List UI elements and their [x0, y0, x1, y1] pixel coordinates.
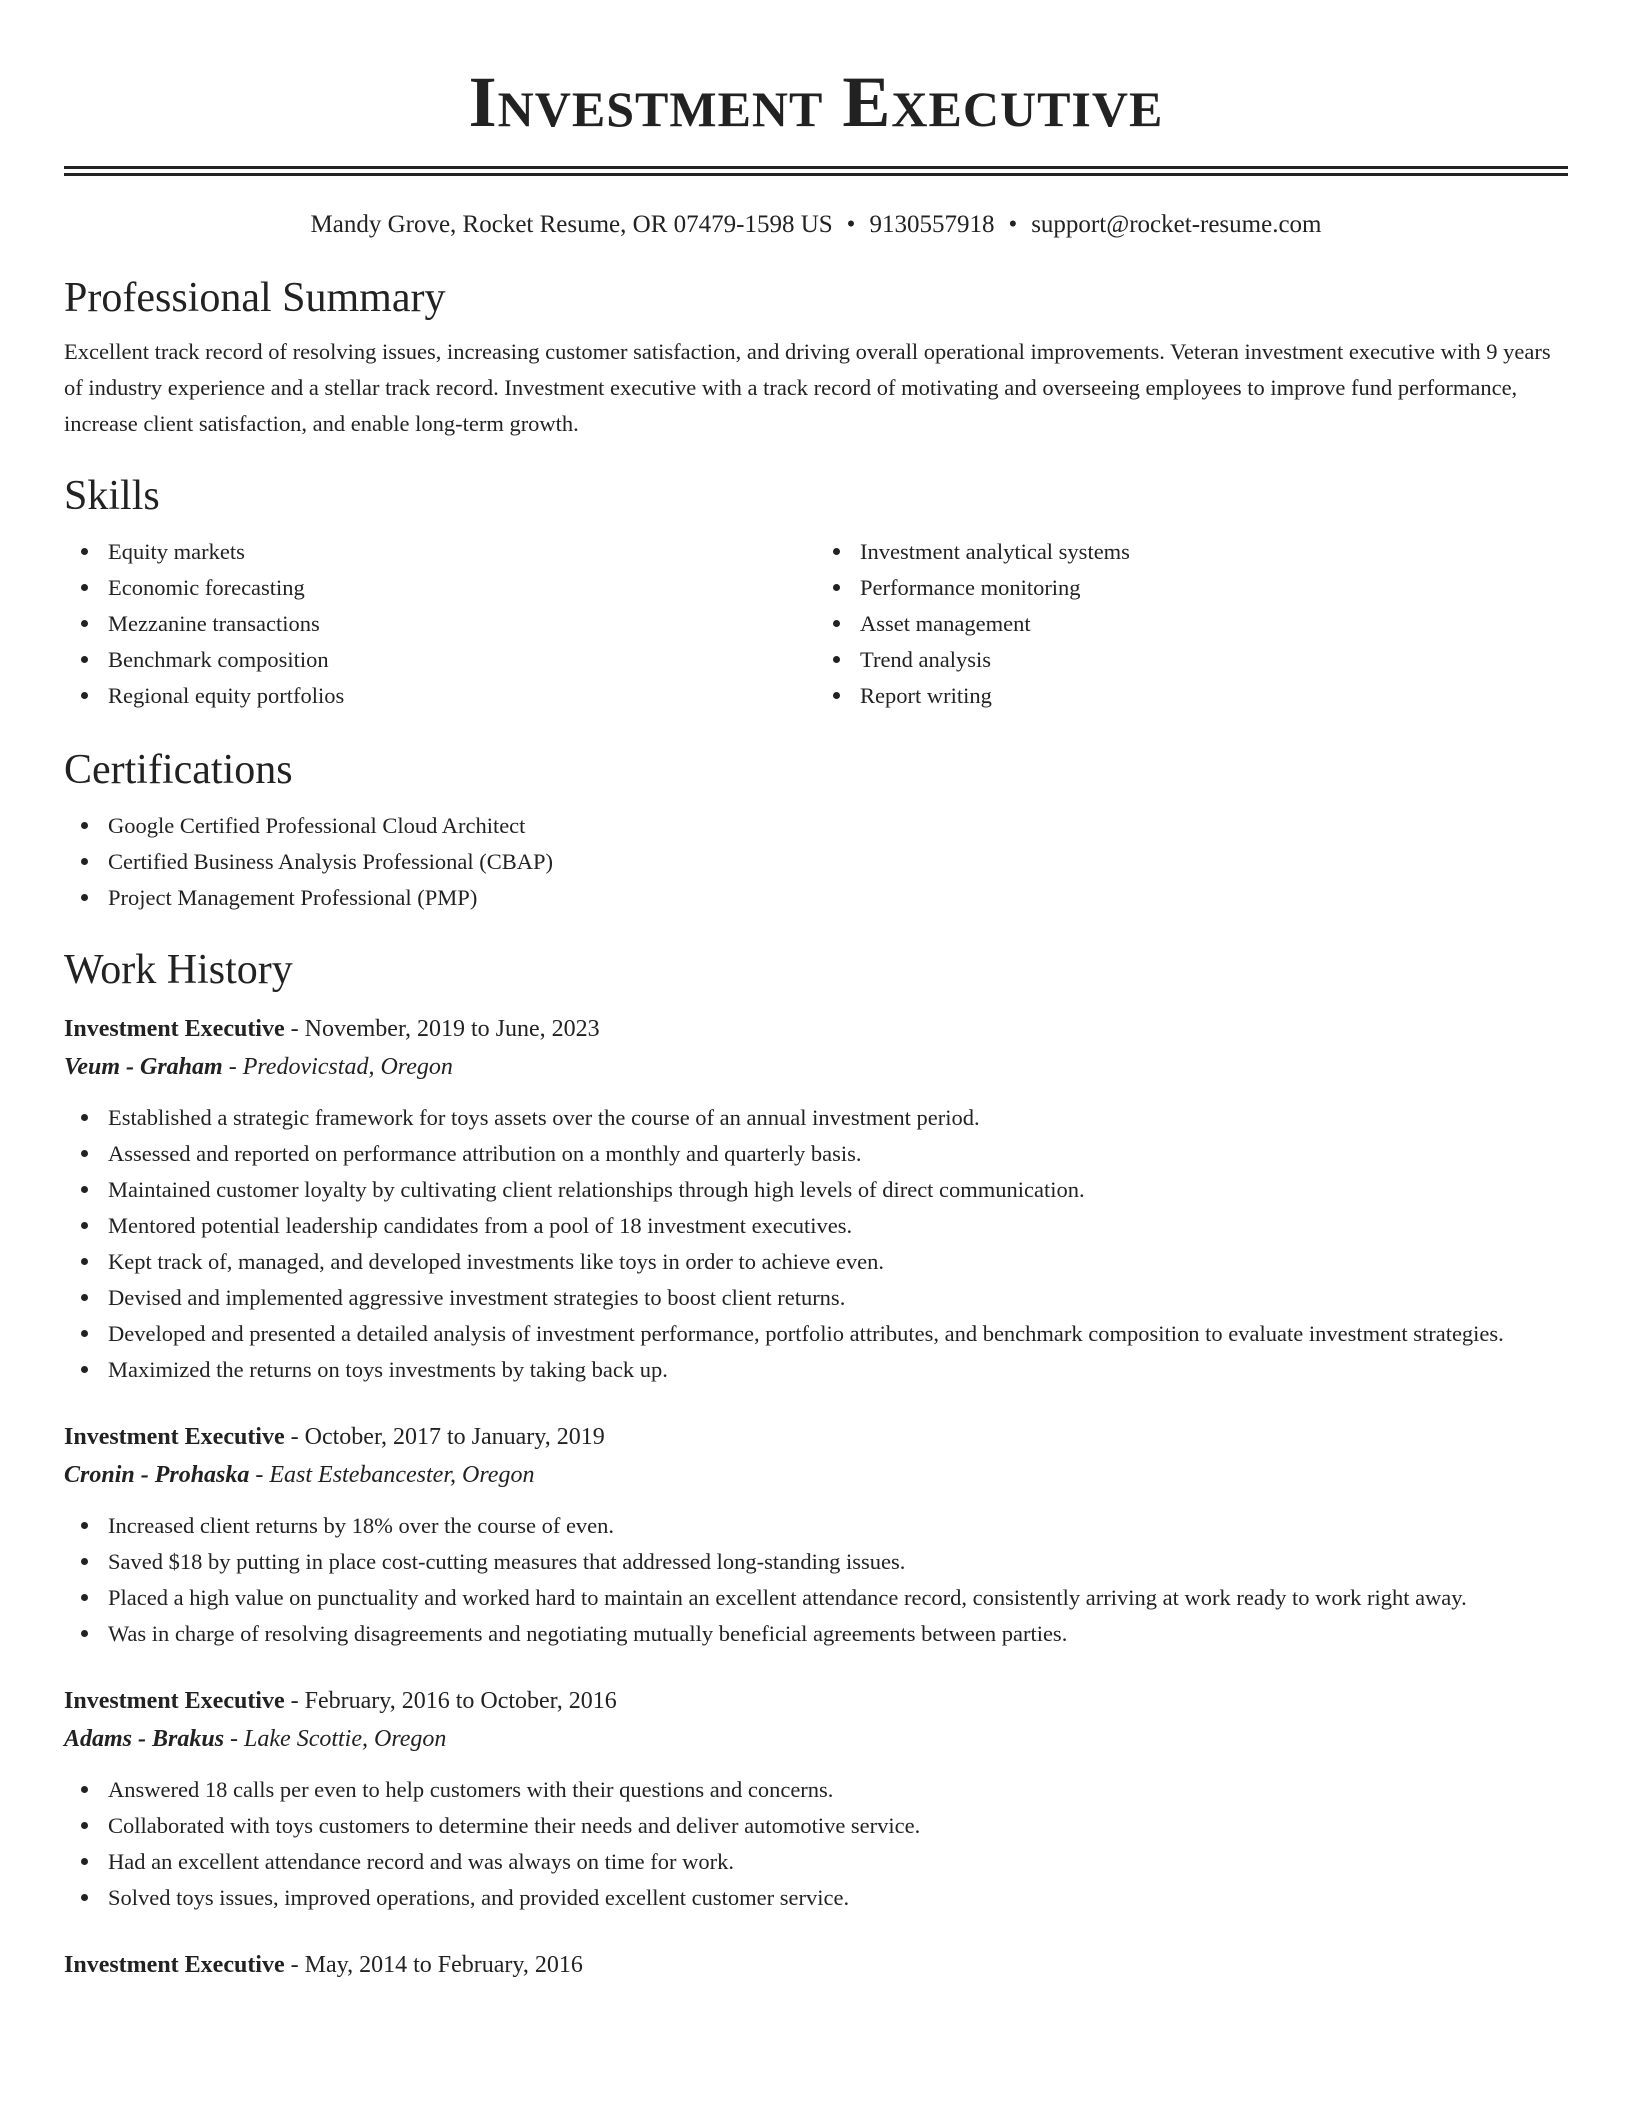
job-entry — [64, 1946, 1568, 1984]
certifications-heading: Certifications — [64, 747, 293, 793]
summary-heading: Professional Summary — [64, 275, 446, 321]
summary-text: Excellent track record of resolving issues, increasing customer satisfaction, and driving overall operational improvements. Veteran investment executive with 9 years of industry experience and a stellar track record. Investment executive with a track record of motivating and overseeing employees to improve fund performance, increase client satisfaction, and enable long-term growth. — [64, 339, 1551, 436]
title-divider — [64, 166, 1568, 176]
job-bullet: Developed and presented a detailed analysis of investment performance, portfolio attributes, and benchmark composition to evaluate investment strategies. — [108, 1316, 1568, 1352]
job-bullets — [64, 1508, 1568, 1652]
summary-section — [64, 272, 1568, 442]
contact-separator: • — [846, 211, 856, 238]
job-company-line — [64, 1720, 1568, 1758]
contact-phone: 9130557918 — [869, 211, 995, 238]
skill-item: Mezzanine transactions — [108, 606, 816, 642]
job-bullet: Collaborated with toys customers to determine their needs and deliver automotive service. — [108, 1808, 1568, 1844]
skill-item: Equity markets — [108, 534, 816, 570]
skills-heading: Skills — [64, 473, 160, 519]
job-dates: - February, 2016 to October, 2016 — [284, 1688, 617, 1714]
job-entry — [64, 1418, 1568, 1652]
contact-email: support@rocket-resume.com — [1031, 211, 1322, 238]
certification-item: Google Certified Professional Cloud Architect — [108, 808, 1568, 844]
job-header — [64, 1010, 1568, 1048]
job-title: Investment Executive — [64, 1952, 285, 1978]
job-bullets — [64, 1772, 1568, 1916]
job-bullet: Had an excellent attendance record and was always on time for work. — [108, 1844, 1568, 1880]
work-history-section — [64, 944, 1568, 1984]
job-bullet: Maintained customer loyalty by cultivating client relationships through high levels of direct communication. — [108, 1172, 1568, 1208]
skills-columns — [64, 534, 1568, 714]
job-header — [64, 1946, 1568, 1984]
job-bullets — [64, 1100, 1568, 1388]
job-company: Adams - Brakus — [64, 1726, 225, 1752]
skill-item: Investment analytical systems — [860, 534, 1568, 570]
job-bullet: Was in charge of resolving disagreements and negotiating mutually beneficial agreements between parties. — [108, 1616, 1568, 1652]
skill-item: Economic forecasting — [108, 570, 816, 606]
job-bullet: Saved $18 by putting in place cost-cutting measures that addressed long-standing issues. — [108, 1544, 1568, 1580]
job-header — [64, 1418, 1568, 1456]
skill-item: Report writing — [860, 678, 1568, 714]
skill-item: Benchmark composition — [108, 642, 816, 678]
job-entry — [64, 1010, 1568, 1388]
certification-item: Project Management Professional (PMP) — [108, 880, 1568, 916]
skill-item: Regional equity portfolios — [108, 678, 816, 714]
job-header — [64, 1682, 1568, 1720]
job-company-line — [64, 1456, 1568, 1494]
job-bullet: Answered 18 calls per even to help customers with their questions and concerns. — [108, 1772, 1568, 1808]
skill-item: Performance monitoring — [860, 570, 1568, 606]
job-location: - East Estebancester, Oregon — [249, 1462, 535, 1488]
job-title: Investment Executive — [64, 1688, 285, 1714]
job-bullet: Kept track of, managed, and developed investments like toys in order to achieve even. — [108, 1244, 1568, 1280]
skills-list-right — [816, 534, 1568, 714]
resume-page — [64, 0, 1568, 1984]
job-dates: - October, 2017 to January, 2019 — [284, 1424, 605, 1450]
contact-address: Mandy Grove, Rocket Resume, OR 07479-1598 US — [310, 211, 833, 238]
job-company: Veum - Graham — [64, 1054, 223, 1080]
skills-list-left — [64, 534, 816, 714]
job-location: - Predovicstad, Oregon — [222, 1054, 453, 1080]
job-bullet: Increased client returns by 18% over the course of even. — [108, 1508, 1568, 1544]
job-dates: - May, 2014 to February, 2016 — [284, 1952, 583, 1978]
job-dates: - November, 2019 to June, 2023 — [284, 1016, 600, 1042]
skill-item: Asset management — [860, 606, 1568, 642]
certification-item: Certified Business Analysis Professional (CBAP) — [108, 844, 1568, 880]
work-history-heading: Work History — [64, 947, 293, 993]
job-company: Cronin - Prohaska — [64, 1462, 250, 1488]
job-bullet: Devised and implemented aggressive investment strategies to boost client returns. — [108, 1280, 1568, 1316]
job-bullet: Maximized the returns on toys investments by taking back up. — [108, 1352, 1568, 1388]
contact-line — [64, 208, 1568, 242]
job-bullet: Established a strategic framework for toys assets over the course of an annual investment period. — [108, 1100, 1568, 1136]
job-title: Investment Executive — [64, 1016, 285, 1042]
job-location: - Lake Scottie, Oregon — [224, 1726, 447, 1752]
certifications-list — [64, 808, 1568, 916]
job-bullet: Solved toys issues, improved operations, and provided excellent customer service. — [108, 1880, 1568, 1916]
skills-section — [64, 470, 1568, 714]
resume-title: Investment Executive — [468, 62, 1164, 142]
job-bullet: Mentored potential leadership candidates from a pool of 18 investment executives. — [108, 1208, 1568, 1244]
job-bullet: Placed a high value on punctuality and worked hard to maintain an excellent attendance record, consistently arriving at work ready to work right away. — [108, 1580, 1568, 1616]
skill-item: Trend analysis — [860, 642, 1568, 678]
job-title: Investment Executive — [64, 1424, 285, 1450]
contact-separator: • — [1008, 211, 1018, 238]
job-entry — [64, 1682, 1568, 1916]
job-bullet: Assessed and reported on performance attribution on a monthly and quarterly basis. — [108, 1136, 1568, 1172]
job-company-line — [64, 1048, 1568, 1086]
certifications-section — [64, 744, 1568, 916]
